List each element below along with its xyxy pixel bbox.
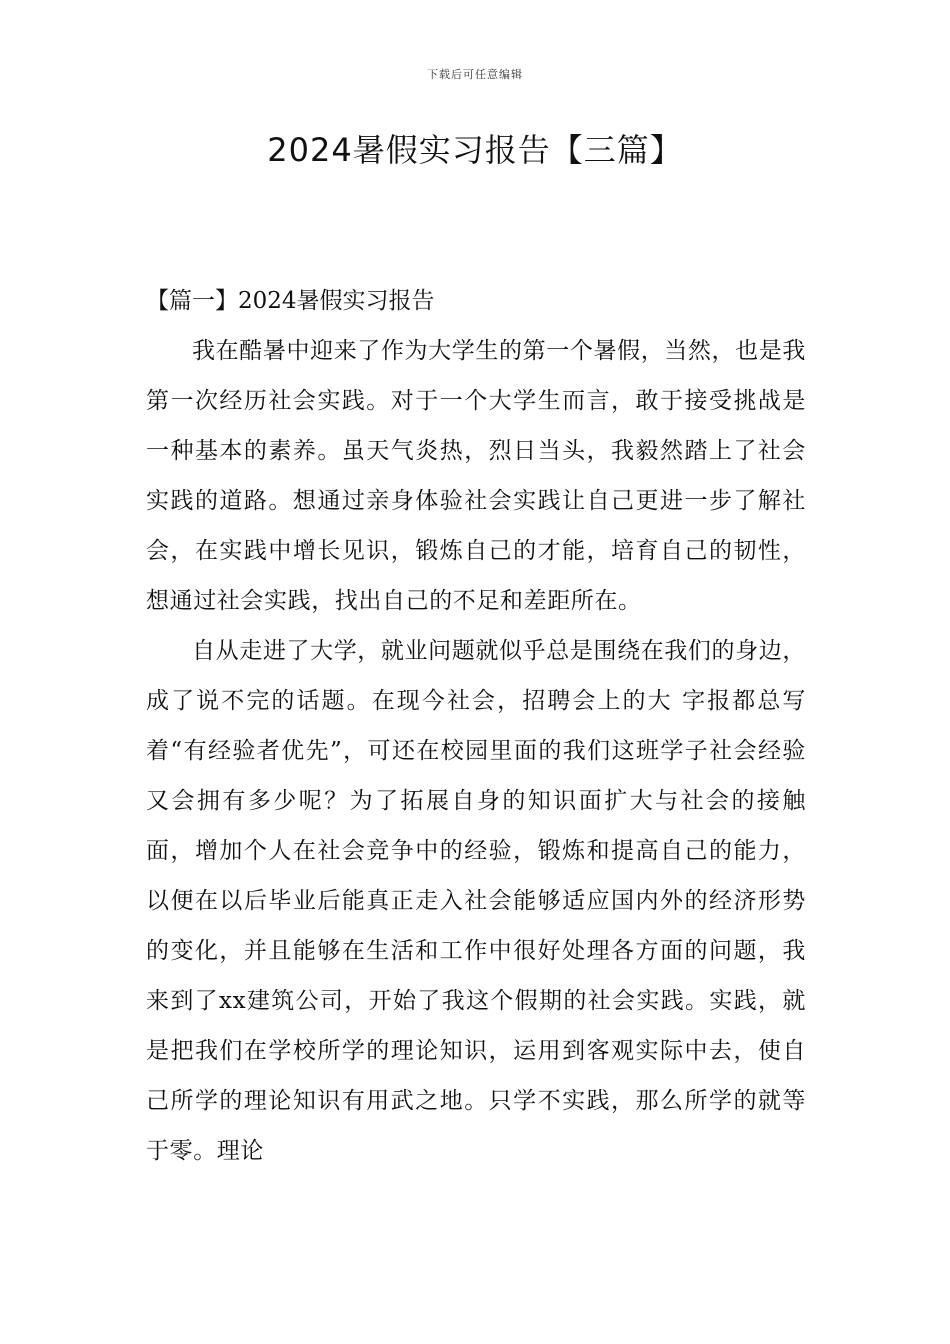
document-title: 2024暑假实习报告【三篇】 [267,131,683,169]
document-body [146,276,806,1176]
section-heading: 【篇一】2024暑假实习报告 [146,288,435,314]
paragraph-1: 我在酷暑中迎来了作为大学生的第一个暑假，当然，也是我第一次经历社会实践。对于一个大学生而言，敢于接受挑战是一种基本的素养。虽天气炎热，烈日当头，我毅然踏上了社会实践的道路。想通过亲身体验社会实践让自己更进一步了解社会，在实践中增长见识，锻炼自己的才能，培育自己的韧性，想通过社会实践，找出自己的不足和差距所在。 [146,338,806,614]
header-note: 下载后可任意编辑 [427,68,523,81]
paragraph-2: 自从走进了大学，就业问题就似乎总是围绕在我们的身边，成了说不完的话题。在现今社会，招聘会上的大 字报都总写着“有经验者优先”，可还在校园里面的我们这班学子社会经验又会拥有多少呢？为了拓展自身的知识面扩大与社会的接触面，增加个人在社会竞争中的经验，锻炼和提高自己的能力，以便在以后毕业后能真正走入社会能够适应国内外的经济形势的变化，并且能够在生活和工作中很好处理各方面的问题，我来到了xx建筑公司，开始了我这个假期的社会实践。实践，就是把我们在学校所学的理论知识，运用到客观实际中去，使自己所学的理论知识有用武之地。只学不实践，那么所学的就等于零。理论 [146,638,806,1164]
